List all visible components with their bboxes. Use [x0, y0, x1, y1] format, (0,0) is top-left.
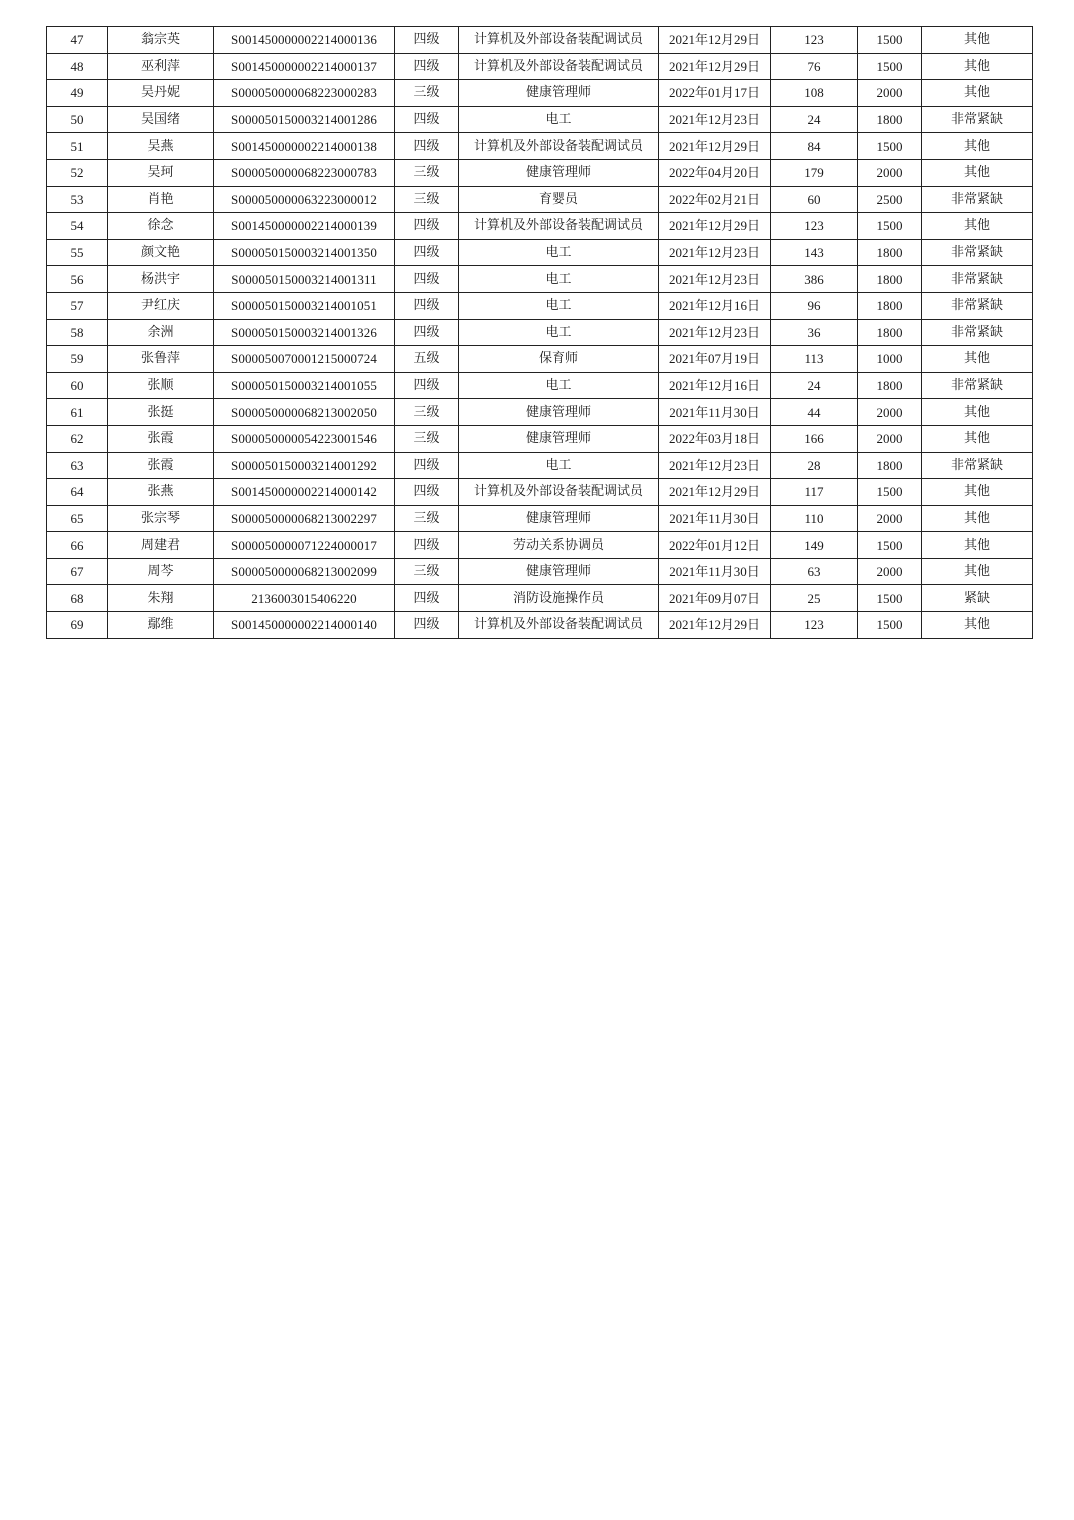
- row-number-cell: 53: [47, 186, 108, 213]
- occupation-cell: 电工: [459, 452, 659, 479]
- name-cell: 张霞: [108, 425, 214, 452]
- table-row: [47, 239, 1033, 266]
- issue-date-cell: 2021年12月29日: [659, 53, 771, 80]
- occupation-cell: 计算机及外部设备装配调试员: [459, 213, 659, 240]
- level-cell: 三级: [395, 159, 459, 186]
- table-row: [47, 558, 1033, 585]
- hours-cell: 28: [771, 452, 858, 479]
- category-cell: 其他: [922, 505, 1033, 532]
- name-cell: 吴国绪: [108, 106, 214, 133]
- level-cell: 四级: [395, 133, 459, 160]
- issue-date-cell: 2021年12月16日: [659, 372, 771, 399]
- certificate-number-cell: S000050150003214001311: [214, 266, 395, 293]
- table-row: [47, 319, 1033, 346]
- name-cell: 周建君: [108, 532, 214, 559]
- name-cell: 颜文艳: [108, 239, 214, 266]
- certificate-number-cell: S000050000063223000012: [214, 186, 395, 213]
- row-number-cell: 69: [47, 612, 108, 639]
- hours-cell: 24: [771, 106, 858, 133]
- hours-cell: 84: [771, 133, 858, 160]
- issue-date-cell: 2021年12月23日: [659, 239, 771, 266]
- certificate-number-cell: S000050000068213002099: [214, 558, 395, 585]
- row-number-cell: 66: [47, 532, 108, 559]
- table-row: [47, 80, 1033, 107]
- table-row: [47, 346, 1033, 373]
- table-row: [47, 372, 1033, 399]
- category-cell: 其他: [922, 479, 1033, 506]
- occupation-cell: 电工: [459, 319, 659, 346]
- certificate-number-cell: S000050000071224000017: [214, 532, 395, 559]
- name-cell: 杨洪宇: [108, 266, 214, 293]
- table-row: [47, 213, 1033, 240]
- certificate-number-cell: S001450000002214000138: [214, 133, 395, 160]
- row-number-cell: 57: [47, 292, 108, 319]
- subsidy-amount-cell: 2000: [858, 399, 922, 426]
- subsidy-amount-cell: 1800: [858, 319, 922, 346]
- name-cell: 肖艳: [108, 186, 214, 213]
- issue-date-cell: 2021年09月07日: [659, 585, 771, 612]
- certificate-number-cell: S001450000002214000140: [214, 612, 395, 639]
- row-number-cell: 60: [47, 372, 108, 399]
- level-cell: 三级: [395, 505, 459, 532]
- occupation-cell: 计算机及外部设备装配调试员: [459, 53, 659, 80]
- row-number-cell: 64: [47, 479, 108, 506]
- category-cell: 其他: [922, 346, 1033, 373]
- category-cell: 其他: [922, 53, 1033, 80]
- table-row: [47, 452, 1033, 479]
- hours-cell: 386: [771, 266, 858, 293]
- subsidy-amount-cell: 1500: [858, 213, 922, 240]
- subsidy-amount-cell: 2500: [858, 186, 922, 213]
- hours-cell: 149: [771, 532, 858, 559]
- subsidy-amount-cell: 1800: [858, 266, 922, 293]
- name-cell: 张燕: [108, 479, 214, 506]
- level-cell: 四级: [395, 239, 459, 266]
- issue-date-cell: 2021年12月16日: [659, 292, 771, 319]
- table-row: [47, 505, 1033, 532]
- level-cell: 四级: [395, 585, 459, 612]
- table-row: [47, 27, 1033, 54]
- certificate-number-cell: S001450000002214000139: [214, 213, 395, 240]
- level-cell: 四级: [395, 292, 459, 319]
- certificate-number-cell: S001450000002214000136: [214, 27, 395, 54]
- issue-date-cell: 2021年12月23日: [659, 319, 771, 346]
- certificate-number-cell: S000050000068223000783: [214, 159, 395, 186]
- table-body: [47, 27, 1033, 639]
- occupation-cell: 健康管理师: [459, 425, 659, 452]
- category-cell: 其他: [922, 558, 1033, 585]
- occupation-cell: 保育师: [459, 346, 659, 373]
- subsidy-amount-cell: 1800: [858, 452, 922, 479]
- table-row: [47, 399, 1033, 426]
- hours-cell: 76: [771, 53, 858, 80]
- certificate-number-cell: S001450000002214000137: [214, 53, 395, 80]
- name-cell: 张鲁萍: [108, 346, 214, 373]
- level-cell: 三级: [395, 186, 459, 213]
- hours-cell: 24: [771, 372, 858, 399]
- hours-cell: 110: [771, 505, 858, 532]
- table-row: [47, 159, 1033, 186]
- subsidy-amount-cell: 1800: [858, 239, 922, 266]
- occupation-cell: 健康管理师: [459, 80, 659, 107]
- table-row: [47, 186, 1033, 213]
- category-cell: 非常紧缺: [922, 266, 1033, 293]
- hours-cell: 25: [771, 585, 858, 612]
- issue-date-cell: 2022年01月17日: [659, 80, 771, 107]
- table-row: [47, 585, 1033, 612]
- certificate-number-cell: 2136003015406220: [214, 585, 395, 612]
- hours-cell: 60: [771, 186, 858, 213]
- hours-cell: 113: [771, 346, 858, 373]
- occupation-cell: 电工: [459, 292, 659, 319]
- certificate-number-cell: S000050070001215000724: [214, 346, 395, 373]
- row-number-cell: 54: [47, 213, 108, 240]
- row-number-cell: 67: [47, 558, 108, 585]
- hours-cell: 123: [771, 213, 858, 240]
- category-cell: 其他: [922, 159, 1033, 186]
- issue-date-cell: 2021年12月23日: [659, 106, 771, 133]
- category-cell: 非常紧缺: [922, 292, 1033, 319]
- level-cell: 三级: [395, 399, 459, 426]
- row-number-cell: 49: [47, 80, 108, 107]
- occupation-cell: 电工: [459, 372, 659, 399]
- row-number-cell: 65: [47, 505, 108, 532]
- occupation-cell: 电工: [459, 266, 659, 293]
- subsidy-amount-cell: 1500: [858, 479, 922, 506]
- subsidy-amount-cell: 1800: [858, 106, 922, 133]
- category-cell: 非常紧缺: [922, 186, 1033, 213]
- row-number-cell: 58: [47, 319, 108, 346]
- name-cell: 翁宗英: [108, 27, 214, 54]
- name-cell: 吴燕: [108, 133, 214, 160]
- issue-date-cell: 2021年12月23日: [659, 266, 771, 293]
- certificate-number-cell: S000050150003214001292: [214, 452, 395, 479]
- name-cell: 张霞: [108, 452, 214, 479]
- certificate-number-cell: S000050150003214001051: [214, 292, 395, 319]
- name-cell: 巫利萍: [108, 53, 214, 80]
- level-cell: 四级: [395, 27, 459, 54]
- name-cell: 吴珂: [108, 159, 214, 186]
- table-row: [47, 133, 1033, 160]
- occupation-cell: 育婴员: [459, 186, 659, 213]
- occupation-cell: 电工: [459, 106, 659, 133]
- hours-cell: 123: [771, 612, 858, 639]
- level-cell: 四级: [395, 452, 459, 479]
- subsidy-amount-cell: 1000: [858, 346, 922, 373]
- table-row: [47, 266, 1033, 293]
- issue-date-cell: 2021年12月29日: [659, 27, 771, 54]
- name-cell: 鄢维: [108, 612, 214, 639]
- subsidy-amount-cell: 2000: [858, 159, 922, 186]
- level-cell: 四级: [395, 106, 459, 133]
- name-cell: 吴丹妮: [108, 80, 214, 107]
- table-row: [47, 612, 1033, 639]
- category-cell: 非常紧缺: [922, 452, 1033, 479]
- row-number-cell: 61: [47, 399, 108, 426]
- level-cell: 四级: [395, 213, 459, 240]
- certificate-number-cell: S000050150003214001350: [214, 239, 395, 266]
- category-cell: 其他: [922, 80, 1033, 107]
- table-row: [47, 425, 1033, 452]
- row-number-cell: 52: [47, 159, 108, 186]
- category-cell: 非常紧缺: [922, 106, 1033, 133]
- table-row: [47, 53, 1033, 80]
- row-number-cell: 48: [47, 53, 108, 80]
- category-cell: 其他: [922, 133, 1033, 160]
- row-number-cell: 50: [47, 106, 108, 133]
- issue-date-cell: 2021年12月29日: [659, 479, 771, 506]
- category-cell: 非常紧缺: [922, 319, 1033, 346]
- level-cell: 四级: [395, 532, 459, 559]
- level-cell: 五级: [395, 346, 459, 373]
- row-number-cell: 55: [47, 239, 108, 266]
- subsidy-amount-cell: 1800: [858, 292, 922, 319]
- table-row: [47, 479, 1033, 506]
- table-row: [47, 292, 1033, 319]
- occupation-cell: 健康管理师: [459, 558, 659, 585]
- issue-date-cell: 2021年12月29日: [659, 612, 771, 639]
- issue-date-cell: 2021年12月23日: [659, 452, 771, 479]
- issue-date-cell: 2021年11月30日: [659, 505, 771, 532]
- subsidy-amount-cell: 1500: [858, 532, 922, 559]
- occupation-cell: 健康管理师: [459, 399, 659, 426]
- level-cell: 三级: [395, 558, 459, 585]
- level-cell: 四级: [395, 612, 459, 639]
- issue-date-cell: 2021年12月29日: [659, 133, 771, 160]
- issue-date-cell: 2022年01月12日: [659, 532, 771, 559]
- subsidy-table: [46, 26, 1033, 639]
- level-cell: 四级: [395, 319, 459, 346]
- subsidy-amount-cell: 1500: [858, 27, 922, 54]
- category-cell: 其他: [922, 27, 1033, 54]
- subsidy-amount-cell: 2000: [858, 558, 922, 585]
- hours-cell: 123: [771, 27, 858, 54]
- subsidy-amount-cell: 1500: [858, 585, 922, 612]
- subsidy-table-container: [46, 26, 1032, 639]
- occupation-cell: 消防设施操作员: [459, 585, 659, 612]
- certificate-number-cell: S000050000068213002297: [214, 505, 395, 532]
- row-number-cell: 47: [47, 27, 108, 54]
- subsidy-amount-cell: 2000: [858, 425, 922, 452]
- certificate-number-cell: S000050150003214001286: [214, 106, 395, 133]
- hours-cell: 179: [771, 159, 858, 186]
- subsidy-amount-cell: 1800: [858, 372, 922, 399]
- name-cell: 徐念: [108, 213, 214, 240]
- row-number-cell: 62: [47, 425, 108, 452]
- row-number-cell: 68: [47, 585, 108, 612]
- certificate-number-cell: S001450000002214000142: [214, 479, 395, 506]
- table-row: [47, 532, 1033, 559]
- occupation-cell: 电工: [459, 239, 659, 266]
- table-row: [47, 106, 1033, 133]
- name-cell: 余洲: [108, 319, 214, 346]
- level-cell: 三级: [395, 80, 459, 107]
- issue-date-cell: 2021年11月30日: [659, 399, 771, 426]
- subsidy-amount-cell: 1500: [858, 612, 922, 639]
- occupation-cell: 健康管理师: [459, 505, 659, 532]
- hours-cell: 108: [771, 80, 858, 107]
- issue-date-cell: 2021年12月29日: [659, 213, 771, 240]
- level-cell: 三级: [395, 425, 459, 452]
- hours-cell: 117: [771, 479, 858, 506]
- subsidy-amount-cell: 2000: [858, 80, 922, 107]
- occupation-cell: 计算机及外部设备装配调试员: [459, 479, 659, 506]
- level-cell: 四级: [395, 479, 459, 506]
- level-cell: 四级: [395, 53, 459, 80]
- occupation-cell: 计算机及外部设备装配调试员: [459, 27, 659, 54]
- row-number-cell: 56: [47, 266, 108, 293]
- hours-cell: 96: [771, 292, 858, 319]
- occupation-cell: 健康管理师: [459, 159, 659, 186]
- hours-cell: 166: [771, 425, 858, 452]
- issue-date-cell: 2022年03月18日: [659, 425, 771, 452]
- category-cell: 非常紧缺: [922, 372, 1033, 399]
- name-cell: 张宗琴: [108, 505, 214, 532]
- category-cell: 其他: [922, 213, 1033, 240]
- occupation-cell: 计算机及外部设备装配调试员: [459, 612, 659, 639]
- hours-cell: 44: [771, 399, 858, 426]
- hours-cell: 36: [771, 319, 858, 346]
- subsidy-amount-cell: 2000: [858, 505, 922, 532]
- category-cell: 非常紧缺: [922, 239, 1033, 266]
- name-cell: 张顺: [108, 372, 214, 399]
- category-cell: 其他: [922, 612, 1033, 639]
- category-cell: 其他: [922, 532, 1033, 559]
- occupation-cell: 劳动关系协调员: [459, 532, 659, 559]
- occupation-cell: 计算机及外部设备装配调试员: [459, 133, 659, 160]
- name-cell: 周芩: [108, 558, 214, 585]
- certificate-number-cell: S000050000054223001546: [214, 425, 395, 452]
- certificate-number-cell: S000050150003214001326: [214, 319, 395, 346]
- name-cell: 尹红庆: [108, 292, 214, 319]
- row-number-cell: 63: [47, 452, 108, 479]
- category-cell: 紧缺: [922, 585, 1033, 612]
- subsidy-amount-cell: 1500: [858, 53, 922, 80]
- level-cell: 四级: [395, 372, 459, 399]
- issue-date-cell: 2022年02月21日: [659, 186, 771, 213]
- issue-date-cell: 2021年07月19日: [659, 346, 771, 373]
- category-cell: 其他: [922, 399, 1033, 426]
- certificate-number-cell: S000050000068213002050: [214, 399, 395, 426]
- issue-date-cell: 2022年04月20日: [659, 159, 771, 186]
- row-number-cell: 59: [47, 346, 108, 373]
- name-cell: 张挺: [108, 399, 214, 426]
- hours-cell: 143: [771, 239, 858, 266]
- category-cell: 其他: [922, 425, 1033, 452]
- name-cell: 朱翔: [108, 585, 214, 612]
- level-cell: 四级: [395, 266, 459, 293]
- certificate-number-cell: S000050000068223000283: [214, 80, 395, 107]
- subsidy-amount-cell: 1500: [858, 133, 922, 160]
- hours-cell: 63: [771, 558, 858, 585]
- certificate-number-cell: S000050150003214001055: [214, 372, 395, 399]
- issue-date-cell: 2021年11月30日: [659, 558, 771, 585]
- row-number-cell: 51: [47, 133, 108, 160]
